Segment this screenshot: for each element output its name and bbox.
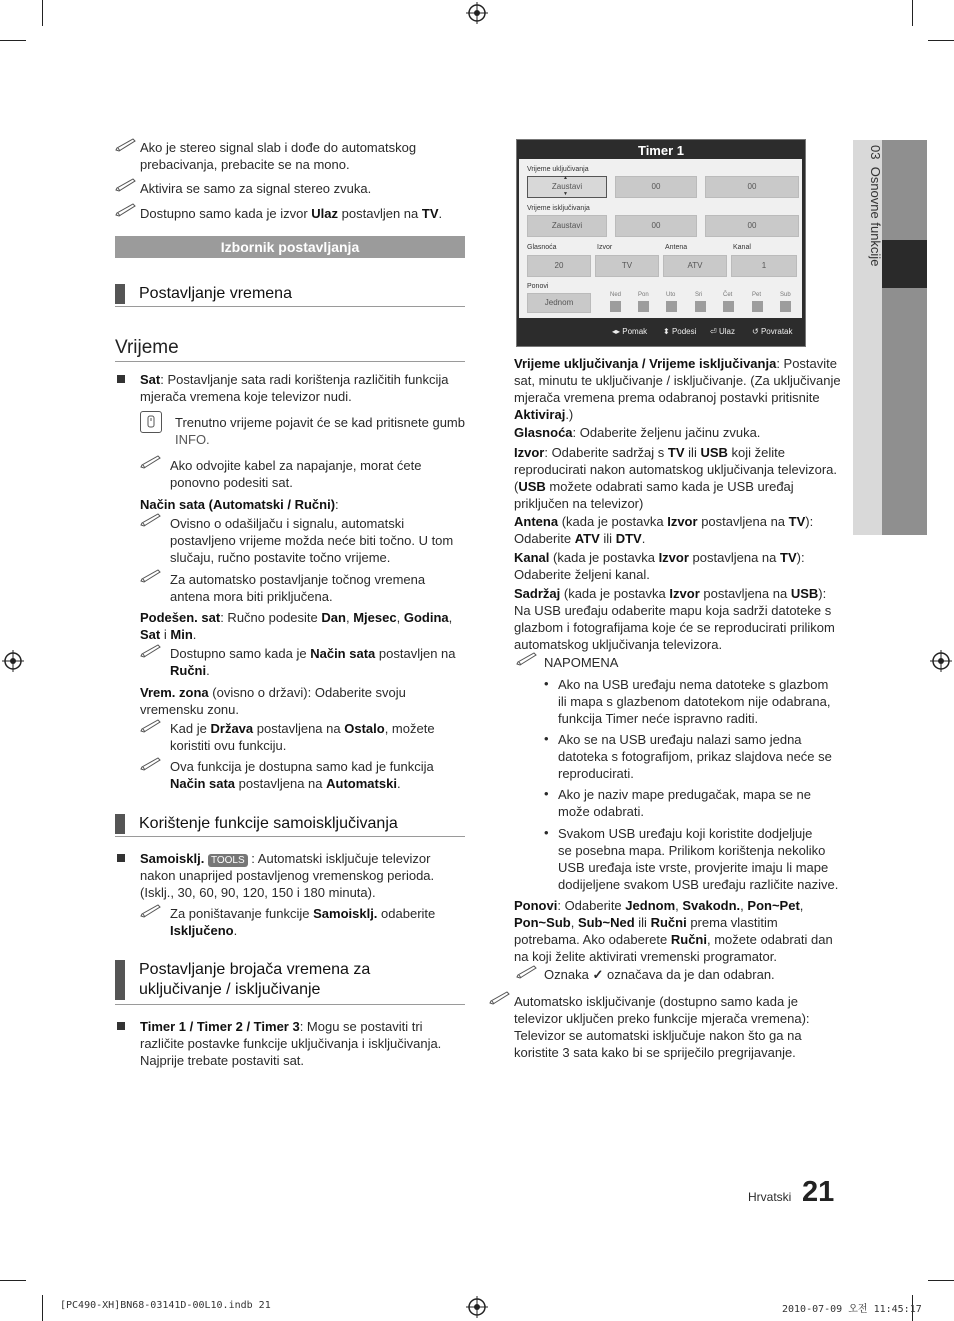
para-sat: Sat: Postavljanje sata radi korištenja različitih funkcija mjerača vremena koje televizor nudi.: [140, 372, 449, 404]
note-text: Ako odvojite kabel za napajanje, morat ćete ponovno podesiti sat.: [170, 458, 422, 490]
osd-hint: Pomak: [622, 327, 648, 336]
osd-day-checkbox[interactable]: [752, 301, 763, 312]
osd-arrow-up-icon: ▲: [563, 175, 568, 181]
osd-arrow-down-icon: ▼: [563, 191, 568, 197]
note-pencil-icon: [140, 513, 162, 527]
para-repeat: Ponovi: Odaberite Jednom, Svakodn., Pon~Pet, Pon~Sub, Sub~Ned ili Ručni prema vlastitim potrebama. Ako odaberete Ručni, možete odabrati dan na koji želite aktivirati vremenski programator.: [514, 898, 833, 964]
para-on-off-time: Vrijeme uključivanja / Vrijeme isključivanja: Postavite sat, minutu te uključivanje / isključivanje. (Za uključivanje mjerača vremena prema odabranoj postavki pritisnite Aktiviraj.): [514, 356, 841, 422]
osd-channel[interactable]: 1: [731, 255, 797, 277]
note-pencil-icon: [140, 569, 162, 583]
osd-label: Ponovi: [527, 283, 549, 290]
subheading-sleep-timer: Korištenje funkcije samoisključivanja: [115, 814, 398, 834]
osd-day-checkbox[interactable]: [638, 301, 649, 312]
note-text: Oznaka ✓ označava da je dan odabran.: [544, 967, 775, 982]
page-number: 21: [802, 1176, 835, 1208]
note-pencil-icon: [140, 455, 162, 469]
osd-label: Vrijeme isključivanja: [527, 205, 590, 212]
para-source: Izvor: Odaberite sadržaj s TV ili USB koji želite reproducirati nakon automatskog uključivanja televizora. (USB možete odabrati samo kada je USB uređaj priključen na televizor): [514, 445, 838, 511]
timer-osd-screenshot: [516, 139, 806, 347]
osd-repeat[interactable]: Jednom: [527, 293, 591, 313]
osd-on-hour[interactable]: 00: [615, 176, 697, 198]
registration-mark-icon: [930, 650, 952, 672]
osd-day-label: Sri: [695, 292, 703, 298]
crop-mark: [0, 40, 26, 41]
note-pencil-icon: [115, 203, 137, 217]
bullet: [117, 375, 125, 383]
note-text: Ovisno o odašiljaču i signalu, automatski postavljeno vrijeme možda neće biti točno. U tom slučaju, ručno postavite točno vrijeme.: [170, 516, 454, 565]
osd-off-hour[interactable]: 00: [615, 215, 697, 237]
enter-icon: ⏎: [710, 327, 717, 336]
osd-on-minute[interactable]: 00: [705, 176, 799, 198]
subheading-time-settings: Postavljanje vremena: [115, 284, 292, 304]
osd-day-checkbox[interactable]: [780, 301, 791, 312]
bullet-dot: •: [544, 676, 549, 691]
info-note: Trenutno vrijeme pojavit će se kad pritisnete gumb INFO.: [175, 415, 465, 447]
remote-info-icon: [140, 411, 162, 433]
osd-day-checkbox[interactable]: [610, 301, 621, 312]
note-text: Aktivira se samo za signal stereo zvuka.: [140, 181, 372, 196]
para-volume: Glasnoća: Odaberite željenu jačinu zvuka.: [514, 425, 761, 440]
osd-on-stop-field[interactable]: Zaustavi: [527, 176, 607, 198]
note-bullet: Ako je naziv mape predugačak, mapa se ne može odabrati.: [558, 787, 811, 819]
osd-label: Glasnoća: [527, 244, 557, 251]
para-vrem-zona: Vrem. zona (ovisno o državi): Odaberite svoju vremensku zonu.: [140, 685, 406, 717]
osd-day-label: Sub: [780, 292, 791, 298]
bullet: [117, 1022, 125, 1030]
osd-hint: Povratak: [760, 327, 793, 336]
note-pencil-icon: [489, 991, 511, 1005]
para-channel: Kanal (kada je postavka Izvor postavljena na TV): Odaberite željeni kanal.: [514, 550, 805, 582]
crop-mark: [42, 0, 43, 26]
note-pencil-icon: [516, 652, 538, 666]
para-timer: Timer 1 / Timer 2 / Timer 3: Mogu se postaviti tri različite postavke funkcije uključivanja i isključivanja. Najprije trebate postaviti sat.: [140, 1019, 442, 1068]
osd-day-checkbox[interactable]: [695, 301, 706, 312]
note-bullet: Ako se na USB uređaju nalazi samo jedna datoteka s fotografijom, prikaz slajdova neće se reproducirati.: [558, 732, 832, 781]
note-pencil-icon: [140, 644, 162, 658]
osd-day-label: Pet: [752, 292, 762, 298]
bullet-dot: •: [544, 825, 549, 840]
crop-mark: [0, 1280, 26, 1281]
osd-off-stop-field[interactable]: Zaustavi: [527, 215, 607, 237]
subheading-on-off-timer: Postavljanje brojača vremena za uključivanje / isključivanje: [115, 960, 370, 1000]
note-text: Kad je Država postavljena na Ostalo, možete koristiti ovu funkciju.: [170, 721, 435, 753]
registration-mark-icon: [466, 1296, 488, 1318]
osd-hint: Podesi: [671, 327, 697, 336]
osd-label: Vrijeme uključivanja: [527, 166, 589, 173]
osd-day-label: Čet: [723, 292, 733, 298]
bullet-dot: •: [544, 731, 549, 746]
note-bullet: Ako na USB uređaju nema datoteke s glazbom ili mapa s glazbenom datotekom nije odabrana, funkcija Timer neće ispravno raditi.: [558, 677, 831, 726]
note-text: Ako je stereo signal slab i dođe do automatskog: [140, 140, 417, 155]
move-arrows-icon: ◂▸: [612, 327, 621, 336]
section-bar: Izbornik postavljanja: [115, 236, 465, 258]
note-heading: NAPOMENA: [544, 655, 619, 670]
note-text: prebacivanja, prebacite se na mono.: [140, 157, 350, 172]
note-pencil-icon: [140, 719, 162, 733]
page-heading: Vrijeme: [115, 337, 179, 358]
para-content: Sadržaj (kada je postavka Izvor postavljena na USB): Na USB uređaju odaberite mapu koja sadrži datoteke s glazbom i fotografijama koje će se reproducirati prilikom automatskog uključivanja televizora.: [514, 586, 835, 652]
osd-hint: Ulaz: [718, 327, 735, 336]
bullet: [117, 854, 125, 862]
note-pencil-icon: [140, 904, 162, 918]
note-pencil-icon: [115, 178, 137, 192]
osd-label: Kanal: [733, 244, 751, 251]
osd-day-label: Ned: [610, 292, 622, 298]
registration-mark-icon: [466, 2, 488, 24]
crop-mark: [928, 1280, 954, 1281]
note-pencil-icon: [516, 965, 538, 979]
nacin-heading: Način sata (Automatski / Ručni):: [140, 497, 339, 512]
chapter-label: 03 Osnovne funkcije: [868, 145, 883, 267]
osd-day-label: Uto: [666, 292, 676, 298]
osd-label: Izvor: [597, 244, 613, 251]
note-text: Ova funkcija je dostupna samo kad je funkcija Način sata postavljena na Automatski.: [170, 759, 434, 791]
note-text: Dostupno samo kada je izvor Ulaz postavljen na TV.: [140, 206, 443, 221]
para-samoisklj: Samoisklj. TOOLS : Automatski isključuje televizor nakon unaprijed postavljenog vremenskog perioda. (Isklj., 30, 60, 90, 120, 150 i 180 minuta).: [140, 851, 435, 900]
osd-source[interactable]: TV: [595, 255, 659, 277]
osd-off-minute[interactable]: 00: [705, 215, 799, 237]
para-podesen: Podešen. sat: Ručno podesite Dan, Mjesec, Godina, Sat i Min.: [140, 610, 453, 642]
note-text: Za poništavanje funkcije Samoisklj. odaberite Isključeno.: [170, 906, 436, 938]
updown-arrows-icon: ⬍: [663, 327, 670, 336]
crop-mark: [912, 0, 913, 26]
osd-day-label: Pon: [638, 292, 649, 298]
return-icon: ↺: [752, 327, 759, 336]
footer-file: [PC490-XH]BN68-03141D-00L10.indb 21: [60, 1300, 271, 1311]
osd-antenna[interactable]: ATV: [663, 255, 727, 277]
para-antenna: Antena (kada je postavka Izvor postavljena na TV): Odaberite ATV ili DTV.: [514, 514, 814, 546]
bullet-dot: •: [544, 786, 549, 801]
footer-date: 2010-07-09 오전 11:45:17: [782, 1304, 922, 1315]
osd-day-checkbox[interactable]: [666, 301, 677, 312]
registration-mark-icon: [2, 650, 24, 672]
osd-volume[interactable]: 20: [527, 255, 591, 277]
osd-label: Antena: [665, 244, 688, 251]
note-auto-off: Automatsko isključivanje (dostupno samo kada je televizor uključen preko funkcije mjerača vremena): Televizor se automatski isključuje nakon što ga na koristite 3 sata kako bi se spriječilo pregrijavanje.: [514, 994, 810, 1060]
checkmark-icon: ✓: [592, 967, 604, 982]
osd-day-checkbox[interactable]: [723, 301, 734, 312]
note-bullet: Svakom USB uređaju koji koristite dodjeljuje se posebna mapa. Prilikom korištenja nekoliko USB uređaja iste vrste, provjerite imaju li mape dodijeljene svakom USB uređaju različite nazive.: [558, 826, 839, 892]
note-pencil-icon: [140, 757, 162, 771]
note-pencil-icon: [115, 138, 137, 152]
osd-title: Timer 1: [637, 143, 684, 158]
crop-mark: [928, 40, 954, 41]
note-text: Dostupno samo kada je Način sata postavljen na Ručni.: [170, 646, 456, 678]
footer-language: Hrvatski: [748, 1190, 792, 1204]
tools-button-icon: TOOLS: [208, 854, 248, 867]
crop-mark: [42, 1295, 43, 1321]
note-text: Za automatsko postavljanje točnog vremena antena mora biti priključena.: [170, 572, 426, 604]
